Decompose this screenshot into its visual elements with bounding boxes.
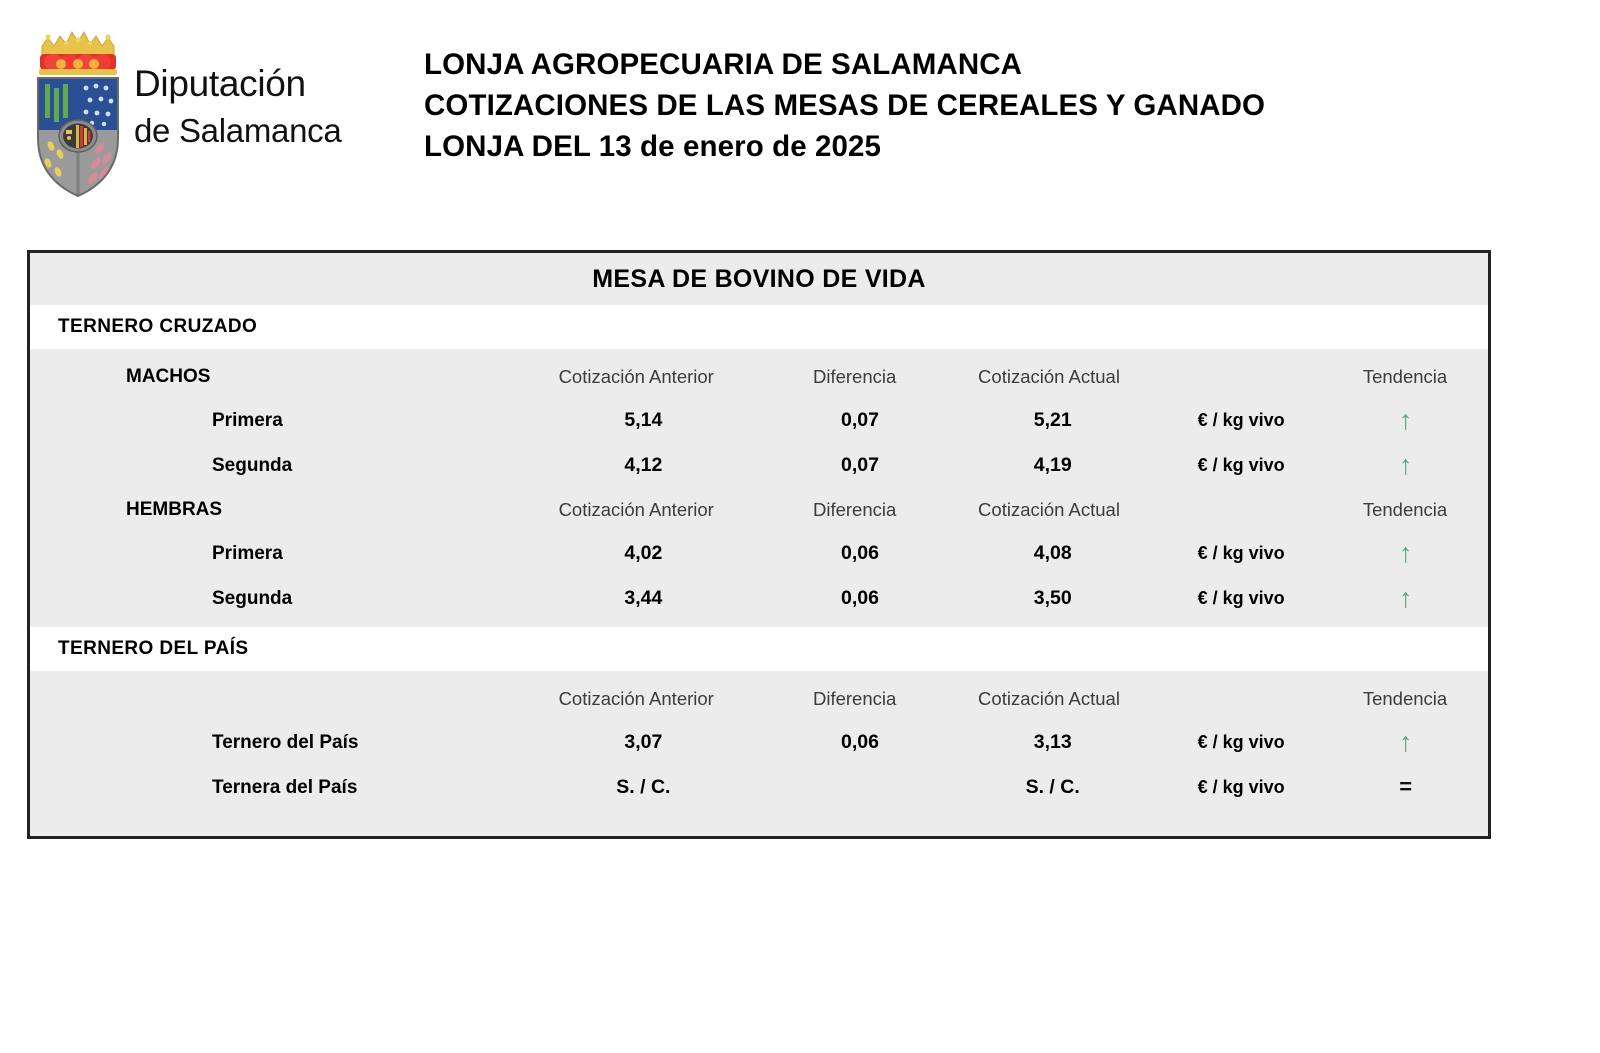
row-trend xyxy=(1323,776,1488,799)
row-previous: 4,02 xyxy=(624,542,663,564)
institution-logo xyxy=(28,14,378,194)
row-trend xyxy=(1323,540,1488,567)
institution-name-line1: Diputación xyxy=(134,63,306,104)
group-header-ternero-cruzado: TERNERO CRUZADO xyxy=(30,305,1488,349)
table-row xyxy=(30,576,1488,621)
quotations-table xyxy=(27,250,1491,839)
row-label: Primera xyxy=(212,542,283,564)
trend-up-arrow-icon: ↑ xyxy=(1398,450,1413,480)
document-title xyxy=(424,44,1464,167)
trend-up-arrow-icon: ↑ xyxy=(1398,727,1413,757)
document-title-line1: LONJA AGROPECUARIA DE SALAMANCA xyxy=(424,48,1023,81)
row-unit: € / kg vivo xyxy=(1197,543,1285,563)
subgroup-label-machos: MACHOS xyxy=(126,365,211,387)
group-body-ternero-del-pais xyxy=(30,671,1488,836)
column-header-current: Cotización Actual xyxy=(978,365,1120,387)
column-header-current: Cotización Actual xyxy=(978,687,1120,709)
row-current: 4,08 xyxy=(1033,542,1072,564)
row-difference: 0,06 xyxy=(840,542,879,564)
group-header-ternero-del-pais: TERNERO DEL PAÍS xyxy=(30,627,1488,671)
salamanca-coat-of-arms-icon xyxy=(28,18,128,200)
column-header-previous: Cotización Anterior xyxy=(558,365,714,387)
row-difference: 0,07 xyxy=(840,409,879,431)
row-trend xyxy=(1323,407,1488,434)
trend-up-arrow-icon: ↑ xyxy=(1398,583,1413,613)
trend-equal-icon: = xyxy=(1399,774,1413,799)
row-label: Ternera del País xyxy=(212,776,358,798)
row-label: Primera xyxy=(212,409,283,431)
page-header xyxy=(0,0,1600,215)
row-trend xyxy=(1323,585,1488,612)
row-previous: 4,12 xyxy=(624,454,663,476)
row-trend xyxy=(1323,452,1488,479)
table-title: MESA DE BOVINO DE VIDA xyxy=(30,253,1488,305)
column-header-difference: Diferencia xyxy=(812,498,897,520)
trend-up-arrow-icon: ↑ xyxy=(1398,405,1413,435)
row-unit: € / kg vivo xyxy=(1197,588,1285,608)
document-title-line3: LONJA DEL 13 de enero de 2025 xyxy=(424,130,882,163)
row-current: 3,13 xyxy=(1033,731,1072,753)
table-row xyxy=(30,531,1488,576)
row-current: 4,19 xyxy=(1033,454,1072,476)
column-header-current: Cotización Actual xyxy=(978,498,1120,520)
table-row xyxy=(30,443,1488,488)
document-title-line2: COTIZACIONES DE LAS MESAS DE CEREALES Y GANADO xyxy=(424,89,1266,122)
row-unit: € / kg vivo xyxy=(1197,777,1285,797)
column-header-previous: Cotización Anterior xyxy=(558,498,714,520)
row-current: 3,50 xyxy=(1033,587,1072,609)
column-header-row-ternero-del-pais xyxy=(30,677,1488,720)
institution-name-line2: de Salamanca xyxy=(134,112,342,149)
column-header-trend: Tendencia xyxy=(1362,687,1448,709)
column-header-previous: Cotización Anterior xyxy=(558,687,714,709)
column-header-row-hembras xyxy=(30,488,1488,531)
row-previous: 3,44 xyxy=(624,587,663,609)
column-header-trend: Tendencia xyxy=(1362,365,1448,387)
row-previous: S. / C. xyxy=(616,776,671,798)
column-header-trend: Tendencia xyxy=(1362,498,1448,520)
row-difference: 0,06 xyxy=(840,587,879,609)
trend-up-arrow-icon: ↑ xyxy=(1398,538,1413,568)
row-label: Segunda xyxy=(212,587,293,609)
column-header-difference: Diferencia xyxy=(812,687,897,709)
row-previous: 5,14 xyxy=(624,409,663,431)
table-bottom-padding xyxy=(30,810,1488,836)
column-header-difference: Diferencia xyxy=(812,365,897,387)
row-difference: 0,06 xyxy=(840,731,879,753)
row-current: 5,21 xyxy=(1033,409,1072,431)
row-current: S. / C. xyxy=(1025,776,1080,798)
row-label: Ternero del País xyxy=(212,731,359,753)
row-unit: € / kg vivo xyxy=(1197,455,1285,475)
row-previous: 3,07 xyxy=(624,731,663,753)
row-unit: € / kg vivo xyxy=(1197,410,1285,430)
row-difference: 0,07 xyxy=(840,454,879,476)
subgroup-label-hembras: HEMBRAS xyxy=(126,498,223,520)
table-row xyxy=(30,398,1488,443)
group-body-ternero-cruzado xyxy=(30,349,1488,627)
row-label: Segunda xyxy=(212,454,293,476)
table-row xyxy=(30,720,1488,765)
row-unit: € / kg vivo xyxy=(1197,732,1285,752)
institution-name xyxy=(134,60,394,154)
table-row xyxy=(30,765,1488,810)
column-header-row-machos xyxy=(30,355,1488,398)
row-trend xyxy=(1323,729,1488,756)
